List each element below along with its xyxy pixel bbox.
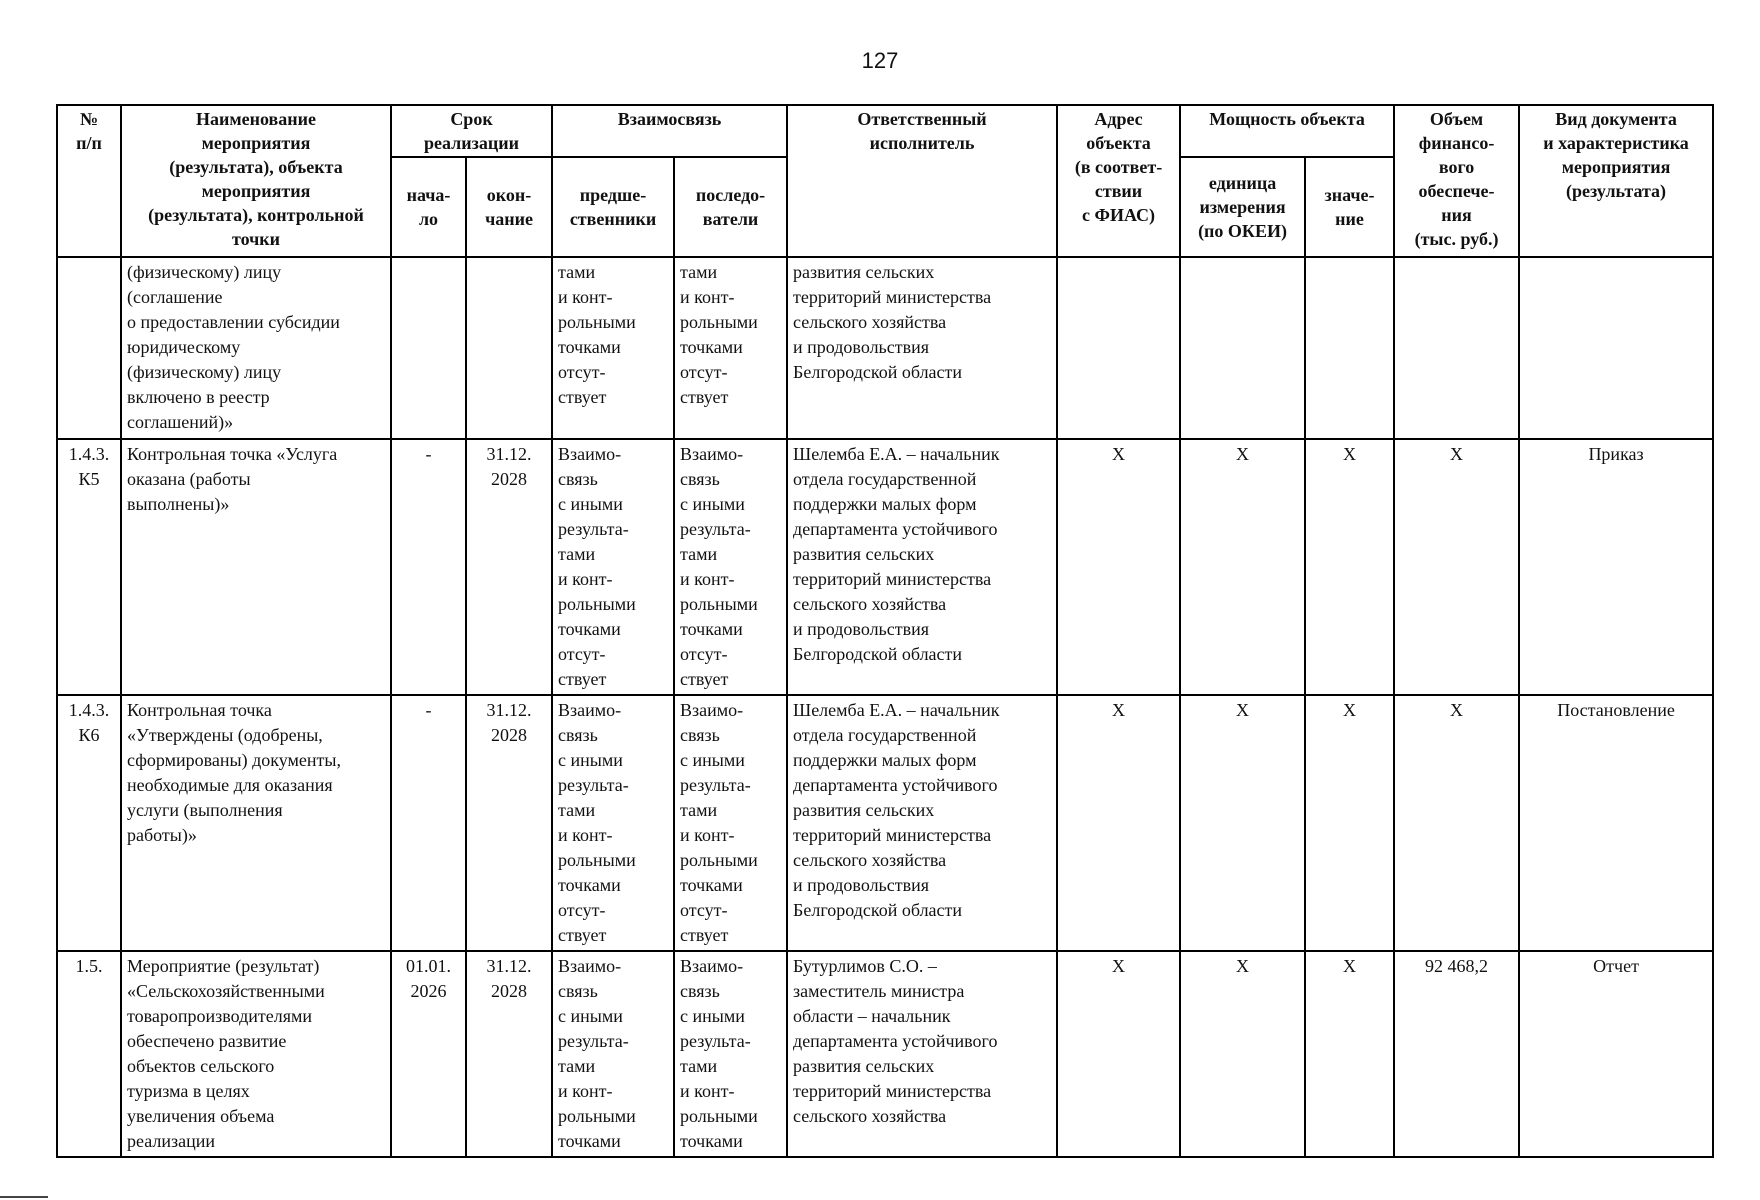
row-num: 1.4.3. К5: [57, 439, 121, 695]
header-link-next: последо- ватели: [674, 157, 787, 257]
row-name: (физическому) лицу (соглашение о предоставлении субсидии юридическому (физическому) лицу включено в реестр соглашений)»: [121, 257, 391, 439]
row-next: Взаимо- связь с иными результа- тами и конт- рольными точками отсут- ствует: [674, 695, 787, 951]
row-name: Контрольная точка «Утверждены (одобрены, сформированы) документы, необходимые для оказания услуги (выполнения работы)»: [121, 695, 391, 951]
row-finance: 92 468,2: [1394, 951, 1519, 1157]
row-value: [1305, 257, 1394, 439]
plan-table: [56, 104, 1714, 1158]
header-link-prev: предше- ственники: [552, 157, 674, 257]
row-unit: X: [1180, 951, 1305, 1157]
row-value: X: [1305, 695, 1394, 951]
row-prev: Взаимо- связь с иными результа- тами и конт- рольными точками: [552, 951, 674, 1157]
header-term-end: окон- чание: [466, 157, 552, 257]
table-row: [57, 439, 1713, 695]
row-end: 31.12. 2028: [466, 439, 552, 695]
row-start: -: [391, 695, 466, 951]
page-edge-rule: [0, 1196, 48, 1198]
row-num: 1.5.: [57, 951, 121, 1157]
row-doc: Приказ: [1519, 439, 1713, 695]
header-responsible: Ответственный исполнитель: [787, 105, 1057, 257]
header-link: Взаимосвязь: [552, 105, 787, 157]
header-doc: Вид документа и характеристика мероприятия (результата): [1519, 105, 1713, 257]
header-term-start: нача- ло: [391, 157, 466, 257]
row-start: 01.01. 2026: [391, 951, 466, 1157]
row-start: [391, 257, 466, 439]
table-row: [57, 695, 1713, 951]
row-address: X: [1057, 951, 1180, 1157]
row-next: Взаимо- связь с иными результа- тами и конт- рольными точками отсут- ствует: [674, 439, 787, 695]
row-prev: Взаимо- связь с иными результа- тами и конт- рольными точками отсут- ствует: [552, 695, 674, 951]
row-unit: X: [1180, 439, 1305, 695]
row-start: -: [391, 439, 466, 695]
header-capacity-value: значе- ние: [1305, 157, 1394, 257]
row-doc: Постановление: [1519, 695, 1713, 951]
table-row: [57, 951, 1713, 1157]
row-responsible: развития сельских территорий министерства сельского хозяйства и продовольствия Белгородской области: [787, 257, 1057, 439]
row-unit: X: [1180, 695, 1305, 951]
header-address: Адрес объекта (в соответ- ствии с ФИАС): [1057, 105, 1180, 257]
header-capacity: Мощность объекта: [1180, 105, 1394, 157]
row-prev: Взаимо- связь с иными результа- тами и конт- рольными точками отсут- ствует: [552, 439, 674, 695]
row-next: Взаимо- связь с иными результа- тами и конт- рольными точками: [674, 951, 787, 1157]
row-prev: тами и конт- рольными точками отсут- ствует: [552, 257, 674, 439]
row-responsible: Бутурлимов С.О. – заместитель министра области – начальник департамента устойчивого развития сельских территорий министерства сельского хозяйства: [787, 951, 1057, 1157]
header-num: № п/п: [57, 105, 121, 257]
row-finance: X: [1394, 439, 1519, 695]
row-doc: Отчет: [1519, 951, 1713, 1157]
row-num: [57, 257, 121, 439]
row-finance: [1394, 257, 1519, 439]
row-end: [466, 257, 552, 439]
row-name: Мероприятие (результат) «Сельскохозяйственными товаропроизводителями обеспечено развитие объектов сельского туризма в целях увеличения объема реализации: [121, 951, 391, 1157]
row-next: тами и конт- рольными точками отсут- ствует: [674, 257, 787, 439]
row-value: X: [1305, 951, 1394, 1157]
header-finance: Объем финансо- вого обеспече- ния (тыс. руб.): [1394, 105, 1519, 257]
row-value: X: [1305, 439, 1394, 695]
row-num: 1.4.3. К6: [57, 695, 121, 951]
row-name: Контрольная точка «Услуга оказана (работы выполнены)»: [121, 439, 391, 695]
header-capacity-unit: единица измерения (по ОКЕИ): [1180, 157, 1305, 257]
row-doc: [1519, 257, 1713, 439]
row-address: X: [1057, 695, 1180, 951]
row-address: [1057, 257, 1180, 439]
row-address: X: [1057, 439, 1180, 695]
page-number: 127: [861, 48, 899, 73]
row-finance: X: [1394, 695, 1519, 951]
row-responsible: Шелемба Е.А. – начальник отдела государственной поддержки малых форм департамента устойчивого развития сельских территорий министерства сельского хозяйства и продовольствия Белгородской области: [787, 695, 1057, 951]
header-term: Срок реализации: [391, 105, 552, 157]
row-end: 31.12. 2028: [466, 951, 552, 1157]
table-row: [57, 257, 1713, 439]
row-unit: [1180, 257, 1305, 439]
row-responsible: Шелемба Е.А. – начальник отдела государственной поддержки малых форм департамента устойчивого развития сельских территорий министерства сельского хозяйства и продовольствия Белгородской области: [787, 439, 1057, 695]
header-name: Наименование мероприятия (результата), объекта мероприятия (результата), контрольной точки: [121, 105, 391, 257]
row-end: 31.12. 2028: [466, 695, 552, 951]
